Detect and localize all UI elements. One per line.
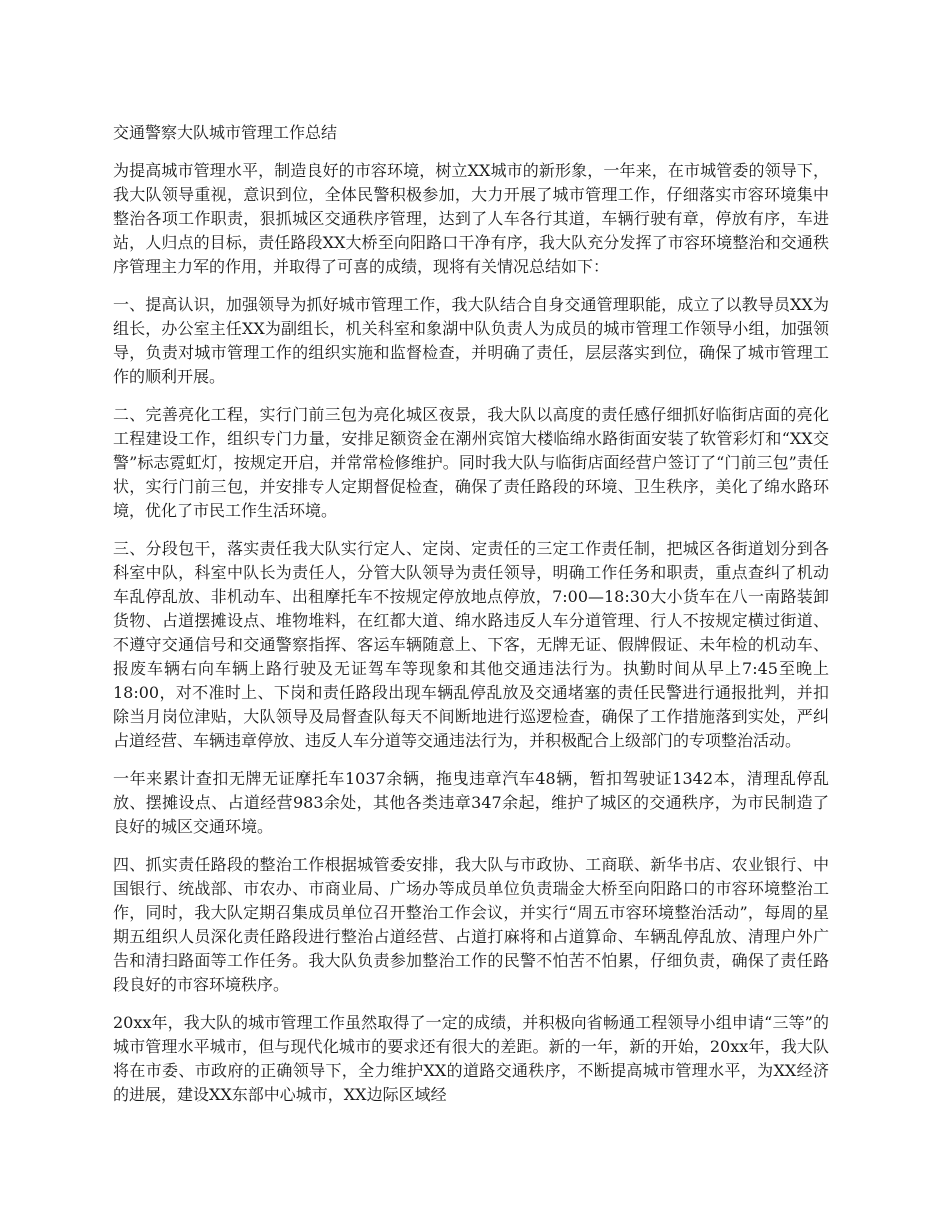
paragraph-section-2: 二、完善亮化工程，实行门前三包为亮化城区夜景，我大队以高度的责任感仔细抓好临街店面的亮化工程建设工作，组织专门力量，安排足额资金在潮州宾馆大楼临绵水路街面安装了软管彩灯和“XX交警”标志霓虹灯，按规定开启，并常常检修维护。同时我大队与临街店面经营户签订了“门前三包”责任状，实行门前三包，并安排专人定期督促检查，确保了责任路段的环境、卫生秩序，美化了绵水路环境，优化了市民工作生活环境。: [113, 405, 829, 520]
document-title: 交通警察大队城市管理工作总结: [113, 123, 338, 142]
paragraph-statistics: 一年来累计查扣无牌无证摩托车1037余辆，拖曳违章汽车48辆，暂扣驾驶证1342本，清理乱停乱放、摆摊设点、占道经营983余处，其他各类违章347余起，维护了城区的交通秩序，为市民制造了良好的城区交通环境。: [113, 769, 829, 836]
document-body: [113, 121, 829, 1121]
paragraph-outlook: 20xx年，我大队的城市管理工作虽然取得了一定的成绩，并积极向省畅通工程领导小组申请“三等”的城市管理水平城市，但与现代化城市的要求还有很大的差距。新的一年，新的开始，20xx年，我大队将在市委、市政府的正确领导下，全力维护XX的道路交通秩序，不断提高城市管理水平，为XX经济的进展，建设XX东部中心城市，XX边际区域经: [113, 1013, 829, 1104]
paragraph-section-4: 四、抓实责任路段的整治工作根据城管委安排，我大队与市政协、工商联、新华书店、农业银行、中国银行、统战部、市农办、市商业局、广场办等成员单位负责瑞金大桥至向阳路口的市容环境整治工作，同时，我大队定期召集成员单位召开整治工作会议，并实行“周五市容环境整治活动”，每周的星期五组织人员深化责任路段进行整治占道经营、占道打麻将和占道算命、车辆乱停乱放、清理户外广告和清扫路面等工作任务。我大队负责参加整治工作的民警不怕苦不怕累，仔细负责，确保了责任路段良好的市容环境秩序。: [113, 855, 829, 994]
paragraph-section-1: 一、提高认识，加强领导为抓好城市管理工作，我大队结合自身交通管理职能，成立了以教导员XX为组长，办公室主任XX为副组长，机关科室和象湖中队负责人为成员的城市管理工作领导小组，加强领导，负责对城市管理工作的组织实施和监督检查，并明确了责任，层层落实到位，确保了城市管理工作的顺利开展。: [113, 295, 829, 386]
paragraph-intro: 为提高城市管理水平，制造良好的市容环境，树立XX城市的新形象，一年来，在市城管委的领导下，我大队领导重视，意识到位，全体民警积极参加，大力开展了城市管理工作，仔细落实市容环境集中整治各项工作职责，狠抓城区交通秩序管理，达到了人车各行其道，车辆行驶有章，停放有序，车进站，人归点的目标，责任路段XX大桥至向阳路口干净有序，我大队充分发挥了市容环境整治和交通秩序管理主力军的作用，并取得了可喜的成绩，现将有关情况总结如下：: [113, 161, 829, 276]
paragraph-section-3: 三、分段包干，落实责任我大队实行定人、定岗、定责任的三定工作责任制，把城区各街道划分到各科室中队，科室中队长为责任人，分管大队领导为责任领导，明确工作任务和职责，重点查纠了机动车乱停乱放、非机动车、出租摩托车不按规定停放地点停放，7:00—18:30大小货车在八一南路装卸货物、占道摆摊设点、堆物堆料，在红都大道、绵水路违反人车分道管理、行人不按规定横过街道、不遵守交通信号和交通警察指挥、客运车辆随意上、下客，无牌无证、假牌假证、未年检的机动车、报废车辆右向车辆上路行驶及无证驾车等现象和其他交通违法行为。执勤时间从早上7:45至晚上18:00，对不准时上、下岗和责任路段出现车辆乱停乱放及交通堵塞的责任民警进行通报批判，并扣除当月岗位津贴，大队领导及局督查队每天不间断地进行巡逻检查，确保了工作措施落到实处，严纠占道经营、车辆违章停放、违反人车分道等交通违法行为，并积极配合上级部门的专项整治活动。: [113, 539, 829, 750]
